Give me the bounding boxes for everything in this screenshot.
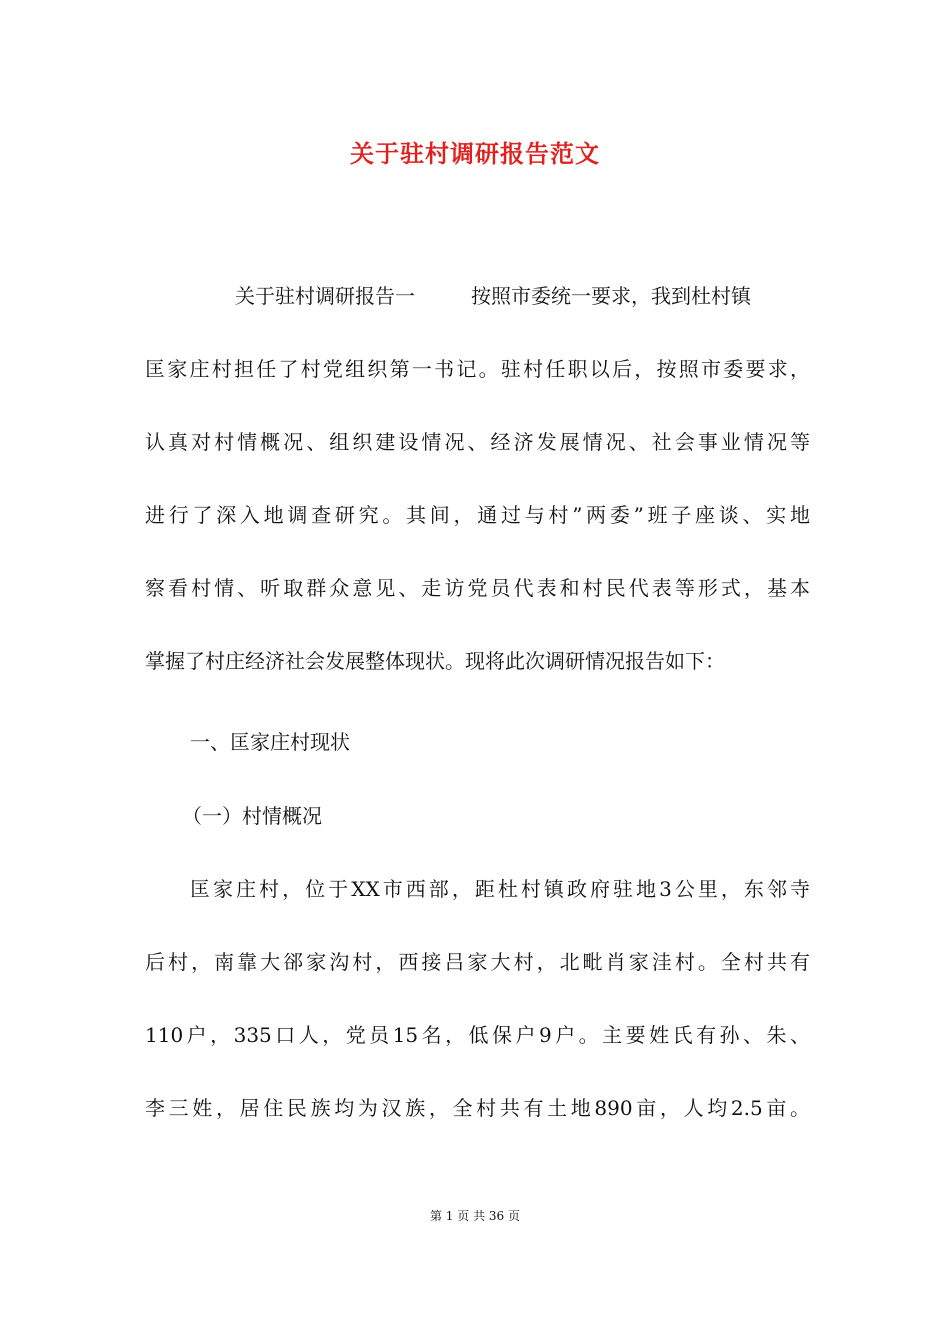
section-heading-1: 一、匡家庄村现状 <box>190 730 350 754</box>
paragraph2-line: 110户，335口人，党员15名，低保户9户。主要姓氏有孙、朱、 <box>145 1023 810 1047</box>
footer-total-pages: 36 <box>488 1209 505 1223</box>
paragraph2-first-line: 匡家庄村，位于XX市西部，距杜村镇政府驻地3公里，东邻寺 <box>190 877 810 901</box>
paragraph1-line: 认真对村情概况、组织建设情况、经济发展情况、社会事业情况等 <box>145 430 810 454</box>
paragraph2-line: 李三姓，居住民族均为汉族，全村共有土地890亩，人均2.5亩。 <box>145 1096 810 1120</box>
paragraph2-line: 后村，南靠大郤家沟村，西接吕家大村，北毗肖家洼村。全村共有 <box>145 950 810 974</box>
document-title: 关于驻村调研报告范文 <box>350 139 600 168</box>
footer-middle: 页 共 <box>457 1209 486 1223</box>
paragraph1-first-line <box>235 276 810 316</box>
paragraph1-line: 进行了深入地调查研究。其间，通过与村”两委”班子座谈、实地 <box>145 503 810 527</box>
paragraph1-line: 匡家庄村担任了村党组织第一书记。驻村任职以后，按照市委要求， <box>145 357 810 381</box>
report-lead-rest: 按照市委统一要求，我到杜村镇 <box>471 284 751 308</box>
footer-page-number: 1 <box>445 1209 454 1223</box>
page-footer <box>0 1206 950 1226</box>
paragraph1-line: 察看村情、听取群众意见、走访党员代表和村民代表等形式，基本 <box>145 576 810 600</box>
section-heading-2: （一）村情概况 <box>182 804 322 828</box>
report-lead: 关于驻村调研报告一 <box>235 284 415 308</box>
footer-suffix: 页 <box>508 1209 521 1223</box>
footer-prefix: 第 <box>429 1209 442 1223</box>
paragraph1-line: 掌握了村庄经济社会发展整体现状。现将此次调研情况报告如下： <box>145 649 725 673</box>
